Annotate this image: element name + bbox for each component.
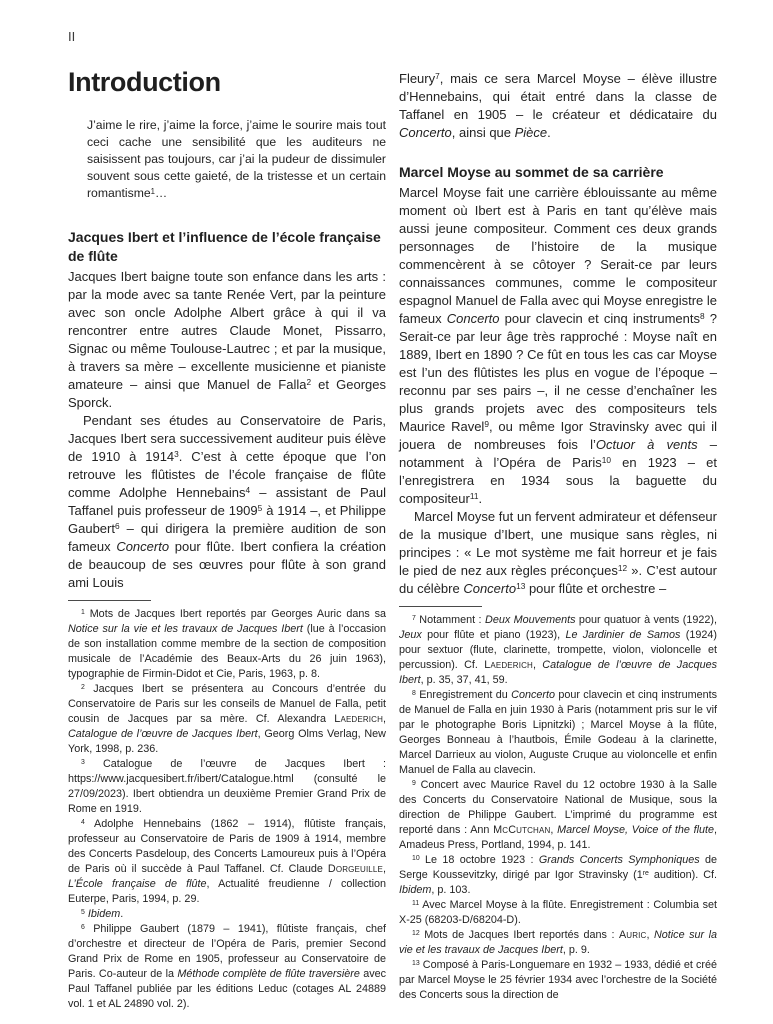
styled-text: Auric xyxy=(618,929,647,941)
footnote: $^8$ Enregistrement du Concerto pour clavecin et cinq instruments de Manuel de Falla en juin 1930 à Paris (notamment pris sur le vif par le photographe Boris Lipnitzki) ; Marcel Moyse à la flûte, Georges Bonneau à l’hautbois, Émile Godeau à la clarinette, Marcel Darrieux au violon, Auguste Cruque au violoncelle et enfin Manuel de Falla au clavecin. xyxy=(399,689,717,776)
footnote-marker: 6 xyxy=(81,923,85,931)
styled-text: Ibidem xyxy=(399,884,432,896)
section-heading-moyse: Marcel Moyse au sommet de sa carrière xyxy=(399,164,664,180)
styled-text: Grands Concerts Symphoniques xyxy=(538,854,700,866)
footnote: $^4$ Adolphe Hennebains (1862 – 1914), flûtiste français, professeur au Conservatoire de Paris de 1909 à 1914, membre des Concerts Pasdeloup, des Concerts Lamoureux puis à l’Opéra de Paris où il succède à Paul Taffanel. Cf. Claude Dorgeuille, L’École française de flûte, Actualité freudienne / collection Euterpe, Paris, 1994, p. 29. xyxy=(68,818,386,905)
footnote: $^6$ Philippe Gaubert (1879 – 1941), flûtiste français, chef d’orchestre et directeur de l’Opéra de Paris, premier Second Grand Prix de Rome en 1905, professeur au Conservatoire de Paris. Co-auteur de la Méthode complète de flûte traversière avec Paul Taffanel publiée par les éditions Leduc (cotages AL 24889 vol. 1 et AL 24890 vol. 2). xyxy=(68,923,387,1010)
styled-text: Concerto xyxy=(511,689,555,701)
footnote: $^{11}$ Avec Marcel Moyse à la flûte. Enregistrement : Columbia set X-25 (68203-D/68204-D). xyxy=(399,899,717,926)
right-footnotes xyxy=(399,613,717,1003)
footnote-marker: 2 xyxy=(81,683,85,691)
footnote: $^3$ Catalogue de l’œuvre de Jacques Ibert : https://www.jacquesibert.fr/ibert/Catalogue.html (consulté le 27/09/2023). Ibert obtiendra un deuxième Premier Grand Prix de Rome en 1919. xyxy=(68,758,386,815)
styled-text: Marcel Moyse, Voice of the flute xyxy=(557,824,714,836)
footnote-marker: 11 xyxy=(469,491,479,502)
styled-text: Catalogue de l’œuvre de Jacques Ibert xyxy=(399,659,718,686)
footnote-marker: 3 xyxy=(174,449,179,460)
footnote-marker: 12 xyxy=(412,929,420,937)
footnote-marker: 10 xyxy=(601,455,612,466)
footnote: $^5$ Ibidem. xyxy=(81,908,124,920)
styled-text: Concerto xyxy=(399,125,452,140)
footnote-marker: 5 xyxy=(257,503,263,514)
footnote-marker: 1 xyxy=(150,186,156,196)
footnote: $^1$ Mots de Jacques Ibert reportés par Georges Auric dans sa Notice sur la vie et les travaux de Jacques Ibert (lue à l’occasion de son installation comme membre de la section de composition musicale de l’Académie des Beaux-Arts du 26 juin 1963), typographie de Firmin-Didot et Cie, Paris, 1963, p. 8. xyxy=(68,608,386,680)
footnote: $^{10}$ Le 18 octobre 1923 : Grands Concerts Symphoniques de Serge Koussevitzky, dirigé par Igor Stravinsky (1re audition). Cf. Ibidem, p. 103. xyxy=(399,854,718,896)
styled-text: Catalogue de l’œuvre de Jacques Ibert xyxy=(68,728,258,740)
footnote: $^7$ Notamment : Deux Mouvements pour quatuor à vents (1922), Jeux pour flûte et piano (1923), Le Jardinier de Samos (1924) pour sextuor (flute, clarinette, trompette, violon, violoncelle et percussion). Cf. Laederich, Catalogue de l’œuvre de Jacques Ibert, p. 35, 37, 41, 59. xyxy=(399,614,718,686)
right-continuation-paragraph xyxy=(399,70,717,142)
footnote-marker: 2 xyxy=(306,377,312,388)
paragraph: Pendant ses études au Conservatoire de Paris, Jacques Ibert sera successivement auditeur puis élève de 1910 à 1914$^3$. C’est à cette époque que l’on retrouve les flûtistes de l’école française de flûte comme Adolphe Hennebains$^4$ – assistant de Paul Taffanel puis professeur de 1909$^5$ à 1914 –, et Philippe Gaubert$^6$ – qui dirigera la première audition de son fameux Concerto pour flûte. Ibert confiera la création de beaucoup de ses œuvres pour flûte à son grand ami Louis xyxy=(68,413,387,590)
styled-text: Ibidem xyxy=(87,908,121,920)
paragraph: Marcel Moyse fait une carrière éblouissante au même moment où Ibert est à Paris en tant qu’élève mais aussi jeune compositeur. Comment ces deux grands personnages de l’histoire de la musique commencèrent à se côtoyer ? Serait-ce par leurs connaissances communes, comme le compositeur espagnol Manuel de Falla avec qui Moyse enregistre le fameux Concerto pour clavecin et cinq instruments$^8$ ? Serait-ce par leur âge très rapproché : Moyse naît en 1889, Ibert en 1890 ? Ce fût en tous les cas car Moyse est l’un des flûtistes les plus en vogue de l’époque – reconnu par ses pairs –, il ne cesse d’enchaîner les plus grands projets avec des compositeurs tels Maurice Ravel$^9$, ou même Igor Stravinsky avec qui il jouera de nombreuses fois l’Octuor à vents – notamment à l’Opéra de Paris$^{10}$ en 1923 – et l’enregistrera en 1934 sous la baguette du compositeur$^{11}$. xyxy=(399,185,717,506)
right-body-paragraphs xyxy=(399,184,717,598)
footnote-marker: 8 xyxy=(700,311,705,322)
footnote-separator xyxy=(399,606,482,607)
styled-text: Laederich xyxy=(334,713,383,725)
left-footnotes xyxy=(68,607,386,1012)
footnote-marker: 8 xyxy=(412,689,416,697)
page-title: Introduction xyxy=(68,67,221,97)
styled-text: Concerto xyxy=(446,311,500,326)
styled-text: Concerto xyxy=(116,539,170,554)
right-column xyxy=(399,44,717,1003)
footnote: $^{13}$ Composé à Paris-Longuemare en 1932 – 1933, dédié et créé par Marcel Moyse le 25 février 1934 avec l’orchestre de la Société des Concerts sous la direction de xyxy=(399,959,717,1001)
styled-text: Deux Mouvements xyxy=(485,614,576,626)
left-column xyxy=(68,44,386,1012)
footnote: $^{12}$ Mots de Jacques Ibert reportés dans : Auric, Notice sur la vie et les travaux de Jacques Ibert, p. 9. xyxy=(399,929,717,956)
footnote-marker: 12 xyxy=(617,563,628,574)
styled-text: Notice sur la vie et les travaux de Jacques Ibert xyxy=(399,929,717,956)
footnote-marker: 13 xyxy=(516,581,526,592)
footnote-marker: 6 xyxy=(114,521,120,532)
styled-text: Laederich xyxy=(484,659,533,671)
footnote-marker: 4 xyxy=(245,485,251,496)
footnote-marker: 10 xyxy=(412,854,420,862)
footnote: $^2$ Jacques Ibert se présentera au Concours d’entrée du Conservatoire de Paris sur les conseils de Manuel de Falla, petit cousin de Jacques par sa mère. Cf. Alexandra Laederich, Catalogue de l’œuvre de Jacques Ibert, Georg Olms Verlag, New York, 1998, p. 236. xyxy=(68,683,386,755)
footnote-marker: 7 xyxy=(412,614,416,622)
section-heading-ibert: Jacques Ibert et l’influence de l’école française de flûte xyxy=(68,229,381,264)
footnote-marker: 7 xyxy=(435,71,440,82)
page-number: II xyxy=(68,29,76,44)
paragraph: Marcel Moyse fut un fervent admirateur et défenseur de la musique d’Ibert, une musique sans règles, ni principes : « Le mot système me fait horreur et je fais le pied de nez aux règles préconçues$^{12}$ ». C’est autour du célèbre Concerto$^{13}$ pour flûte et orchestre – xyxy=(399,509,717,596)
paragraph: Fleury$^7$, mais ce sera Marcel Moyse – élève illustre d’Hennebains, qui était entré dans la classe de Taffanel en 1905 – le créateur et dédicataire du Concerto, ainsi que Pièce. xyxy=(399,71,717,140)
styled-text: Méthode complète de flûte traversière xyxy=(177,968,360,980)
styled-text: Jeux xyxy=(399,629,422,641)
footnote-marker: 9 xyxy=(484,419,489,430)
two-column-layout xyxy=(68,44,717,1012)
footnote-marker: 11 xyxy=(412,899,420,907)
styled-text: Le Jardinier de Samos xyxy=(565,629,681,641)
footnote-marker: 1 xyxy=(81,608,85,616)
footnote: $^9$ Concert avec Maurice Ravel du 12 octobre 1930 à la Salle des Concerts du Conservatoire National de Musique, sous la direction de Philippe Gaubert. L’imprimé du programme est reporté dans : Ann McCutchan, Marcel Moyse, Voice of the flute, Amadeus Press, Portland, 1994, p. 141. xyxy=(399,779,717,851)
styled-text: Notice sur la vie et les travaux de Jacques Ibert xyxy=(68,623,303,635)
left-body-paragraphs xyxy=(68,268,386,592)
opening-quote: J’aime le rire, j’aime la force, j’aime le sourire mais tout ceci cache une sensibilité que les auditeurs ne saisissent pas toujours, car j’ai la pudeur de dissimuler souvent sous cette gaieté, de la tristesse et un certain romantisme$^1$… xyxy=(87,118,386,200)
styled-text: Octuor à vents xyxy=(595,437,698,452)
footnote-marker: 13 xyxy=(412,959,420,967)
styled-text: L’École française de flûte xyxy=(68,878,207,890)
footnote-marker: 5 xyxy=(81,908,85,916)
footnote-marker: 9 xyxy=(412,779,416,787)
styled-text: McCutchan xyxy=(493,824,551,836)
paragraph: Jacques Ibert baigne toute son enfance dans les arts : par la mode avec sa tante Renée Vert, par la peinture avec son oncle Adolphe Albert grâce à qui il va rencontrer entre autres Claude Monet, Pissarro, Signac ou même Toulouse-Lautrec ; et par la musique, à travers sa mère – excellente musicienne et pianiste amateure – ainsi que Manuel de Falla$^2$ et Georges Sporck. xyxy=(68,269,386,410)
footnote-separator xyxy=(68,600,151,601)
styled-text: Pièce xyxy=(514,125,548,140)
footnote-marker: re xyxy=(642,869,649,877)
footnote-marker: 3 xyxy=(81,758,85,766)
styled-text: Concerto xyxy=(463,581,517,596)
footnote-marker: 4 xyxy=(81,818,85,826)
styled-text: Dorgeuille xyxy=(327,863,383,875)
